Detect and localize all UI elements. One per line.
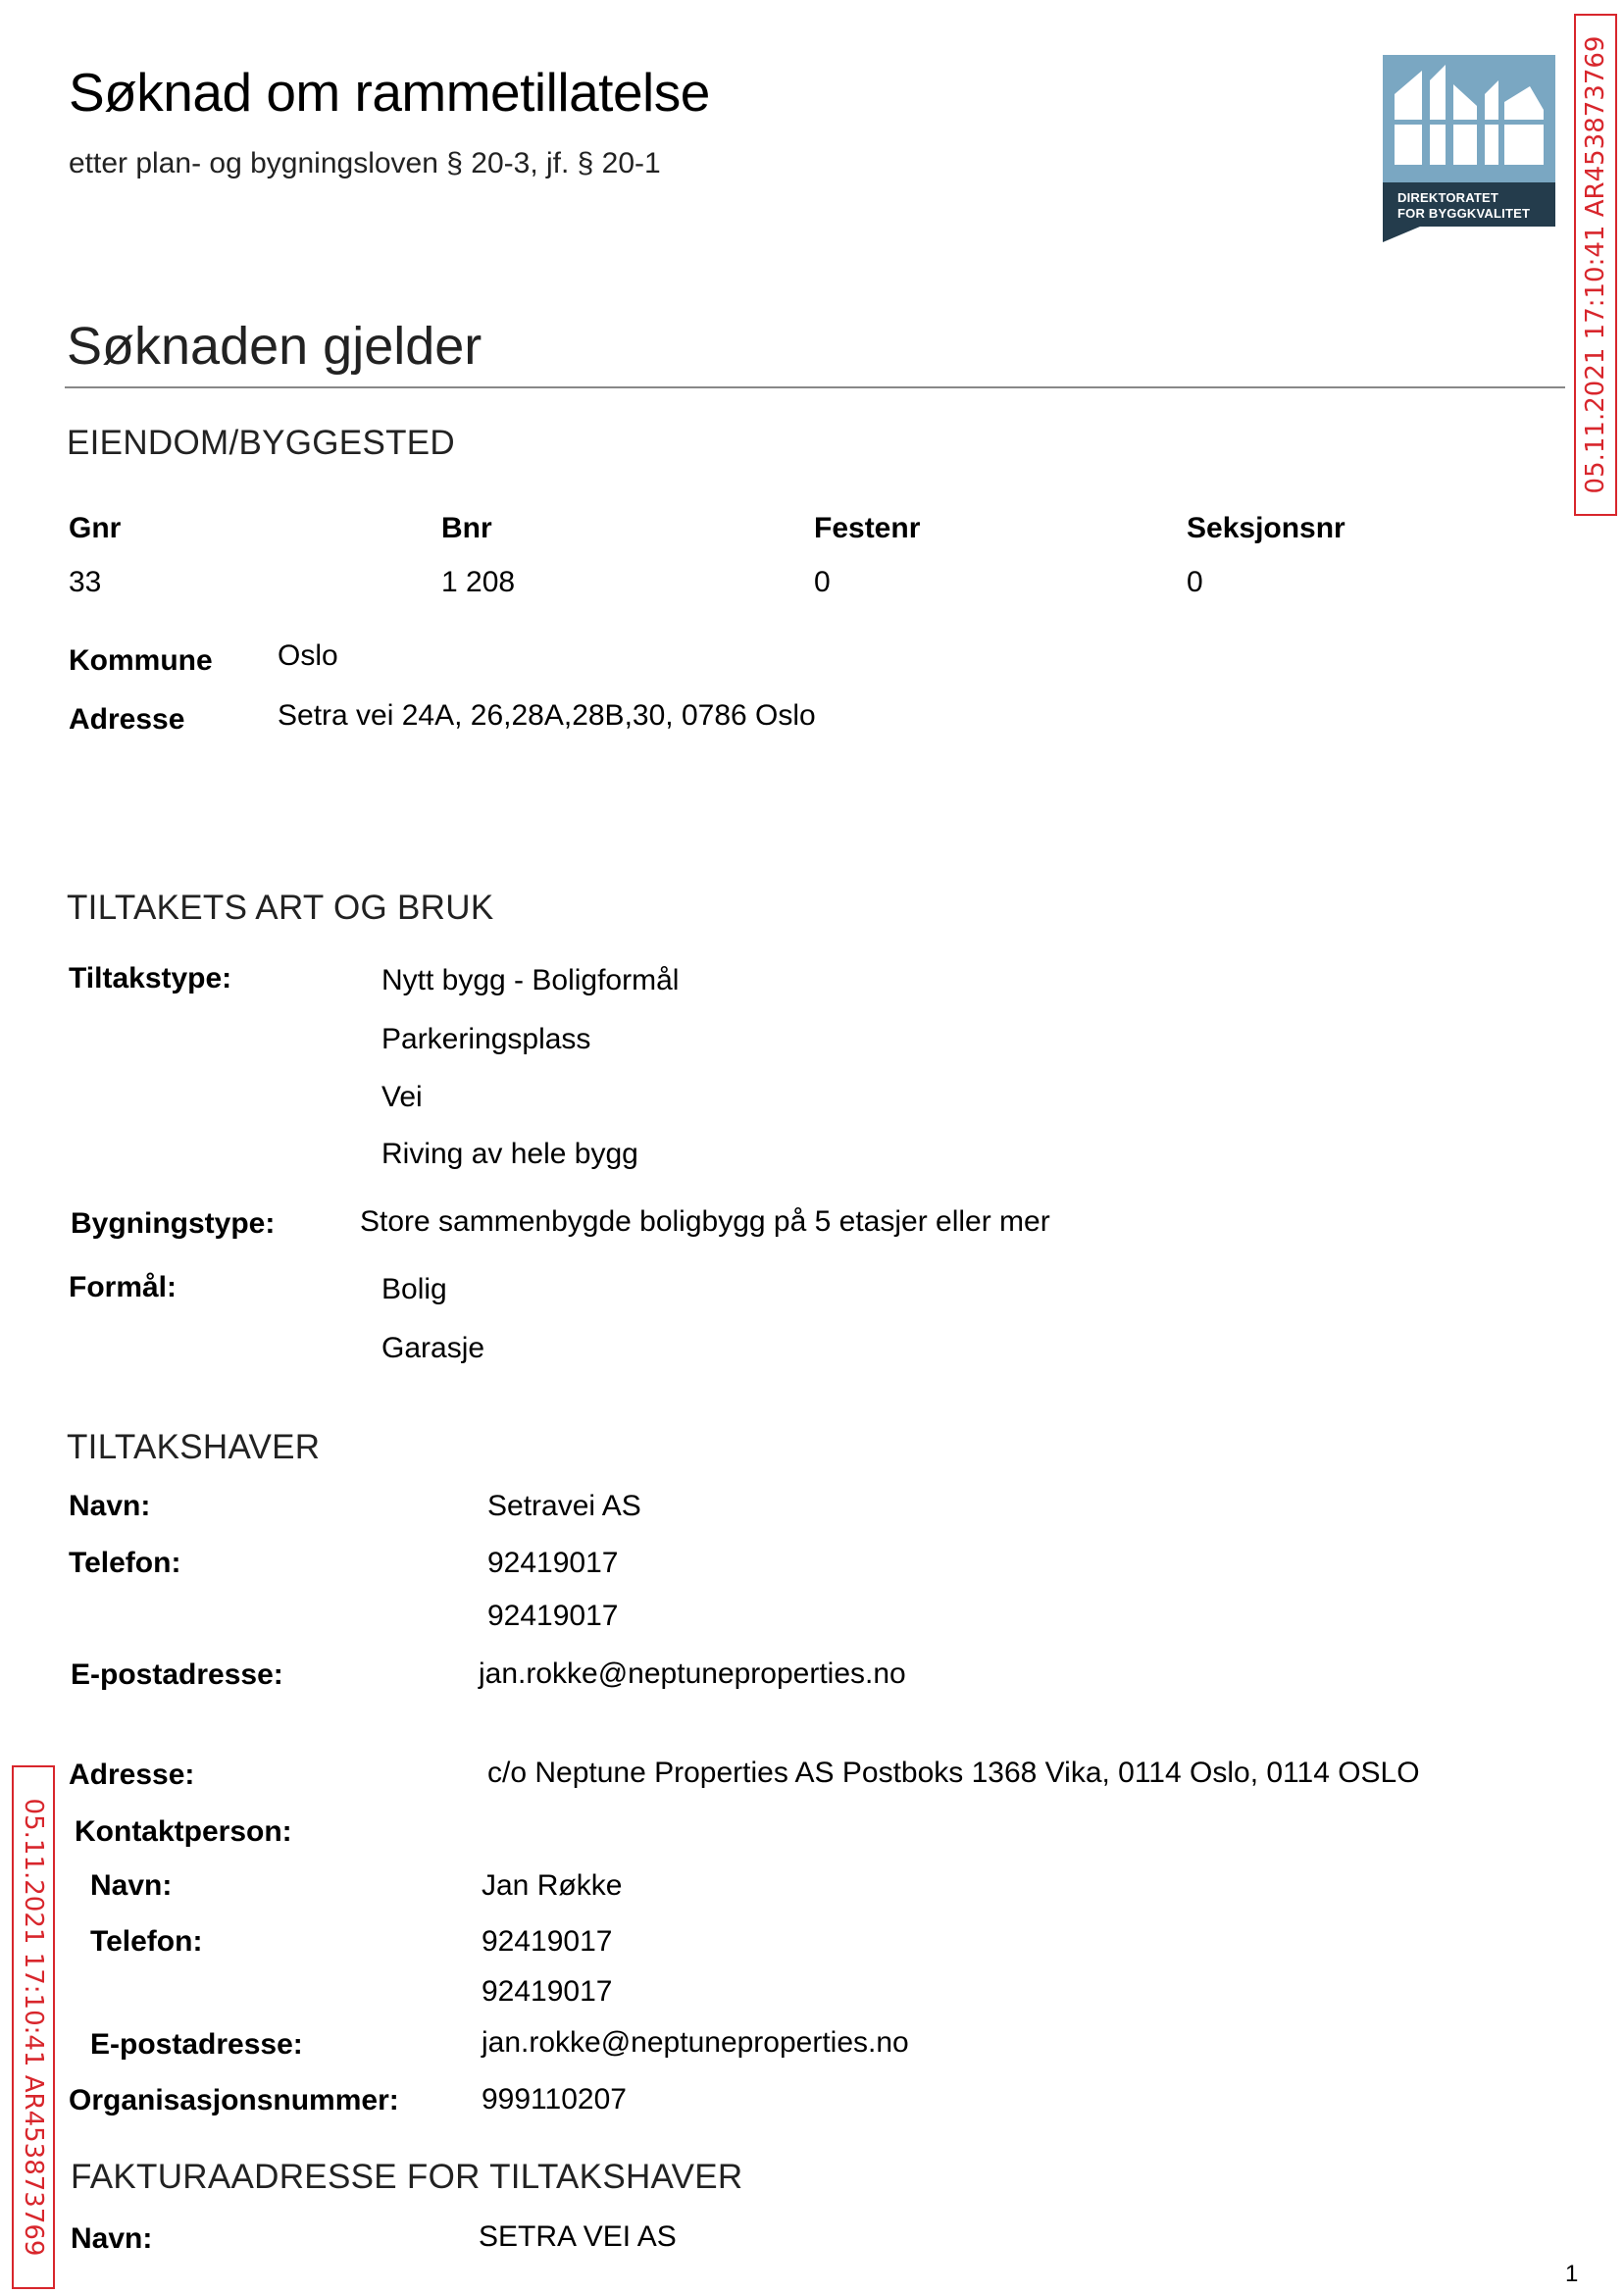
tiltakstype-item: Vei xyxy=(381,1081,423,1113)
tiltakshaver-telefon-value: 92419017 xyxy=(487,1600,619,1632)
adresse-label: Adresse xyxy=(69,703,185,736)
timestamp-stamp-left xyxy=(12,1765,55,2289)
tiltakstype-label: Tiltakstype: xyxy=(69,962,232,994)
section-heading-faktura: FAKTURAADRESSE FOR TILTAKSHAVER xyxy=(71,2158,743,2196)
logo-label-band xyxy=(1383,182,1555,227)
tiltakshaver-adresse-value: c/o Neptune Properties AS Postboks 1368 Vika, 0114 Oslo, 0114 OSLO xyxy=(487,1757,1420,1789)
formal-item: Bolig xyxy=(381,1273,447,1305)
tiltakshaver-telefon-value: 92419017 xyxy=(487,1547,619,1579)
gnr-value: 33 xyxy=(69,566,102,598)
tiltakshaver-epost-label: E-postadresse: xyxy=(71,1658,283,1691)
tiltakshaver-navn-label: Navn: xyxy=(69,1490,151,1522)
building-icon xyxy=(1383,55,1555,182)
tiltakshaver-telefon-label: Telefon: xyxy=(69,1547,181,1579)
bygningstype-label: Bygningstype: xyxy=(71,1207,276,1240)
tiltakshaver-epost-value: jan.rokke@neptuneproperties.no xyxy=(479,1657,906,1690)
festenr-label: Festenr xyxy=(814,512,921,544)
logo-tail xyxy=(1383,227,1420,242)
orgnr-label: Organisasjonsnummer: xyxy=(69,2084,399,2116)
seksjonsnr-label: Seksjonsnr xyxy=(1187,512,1345,544)
document-subtitle: etter plan- og bygningsloven § 20-3, jf. § 20-1 xyxy=(69,147,661,179)
formal-label: Formål: xyxy=(69,1271,178,1303)
faktura-navn-label: Navn: xyxy=(71,2222,153,2255)
adresse-value: Setra vei 24A, 26,28A,28B,30, 0786 Oslo xyxy=(278,699,816,732)
bygningstype-value: Store sammenbygde boligbygg på 5 etasjer eller mer xyxy=(360,1205,1050,1238)
section-heading-tiltak: TILTAKETS ART OG BRUK xyxy=(67,889,494,927)
bnr-label: Bnr xyxy=(441,512,492,544)
orgnr-value: 999110207 xyxy=(482,2083,627,2116)
stamp-text: 05.11.2021 17:10:41 AR453873769 xyxy=(1581,35,1610,494)
tiltakshaver-navn-value: Setravei AS xyxy=(487,1490,641,1522)
kontaktperson-label: Kontaktperson: xyxy=(75,1815,292,1848)
kontakt-telefon-value: 92419017 xyxy=(482,1975,613,2008)
kontakt-navn-value: Jan Røkke xyxy=(482,1869,623,1902)
stamp-text: 05.11.2021 17:10:41 AR453873769 xyxy=(19,1798,48,2257)
logo-emblem xyxy=(1383,55,1555,182)
section-heading-eiendom: EIENDOM/BYGGESTED xyxy=(67,424,455,462)
kommune-label: Kommune xyxy=(69,644,213,677)
tiltakstype-item: Nytt bygg - Boligformål xyxy=(381,964,680,996)
logo-line-1: DIREKTORATET xyxy=(1397,190,1499,205)
bnr-value: 1 208 xyxy=(441,566,516,598)
gnr-label: Gnr xyxy=(69,512,122,544)
formal-item: Garasje xyxy=(381,1332,485,1364)
kontakt-epost-label: E-postadresse: xyxy=(90,2028,303,2061)
kontakt-epost-value: jan.rokke@neptuneproperties.no xyxy=(482,2026,909,2059)
faktura-navn-value: SETRA VEI AS xyxy=(479,2220,677,2253)
heading-divider xyxy=(65,386,1565,388)
logo-line-2: FOR BYGGKVALITET xyxy=(1397,206,1531,221)
kontakt-navn-label: Navn: xyxy=(90,1869,173,1902)
document-title: Søknad om rammetillatelse xyxy=(69,62,710,123)
kontakt-telefon-label: Telefon: xyxy=(90,1925,203,1958)
timestamp-stamp-right xyxy=(1574,14,1617,516)
section-heading-tiltakshaver: TILTAKSHAVER xyxy=(67,1428,321,1466)
tiltakstype-item: Riving av hele bygg xyxy=(381,1138,638,1170)
main-heading: Søknaden gjelder xyxy=(67,317,482,376)
kontakt-telefon-value: 92419017 xyxy=(482,1925,613,1958)
page-number: 1 xyxy=(1565,2261,1579,2287)
tiltakstype-item: Parkeringsplass xyxy=(381,1023,591,1055)
festenr-value: 0 xyxy=(814,566,831,598)
seksjonsnr-value: 0 xyxy=(1187,566,1203,598)
tiltakshaver-adresse-label: Adresse: xyxy=(69,1759,195,1791)
kommune-value: Oslo xyxy=(278,639,338,672)
dibk-logo xyxy=(1383,55,1555,241)
